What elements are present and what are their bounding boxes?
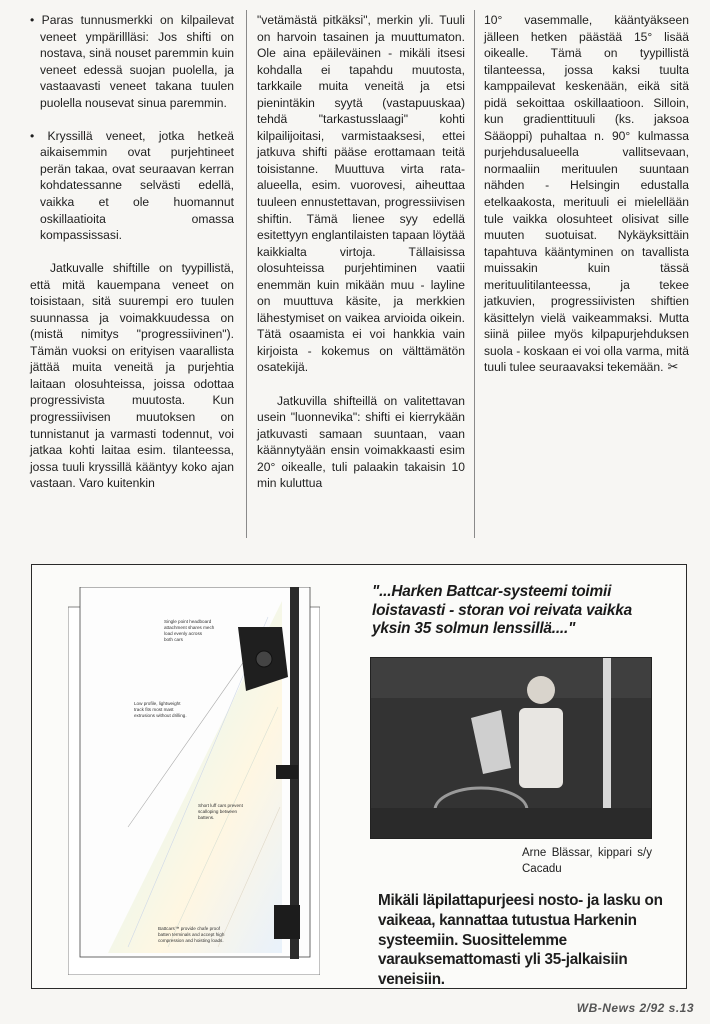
paragraph-shifts: Jatkuvilla shifteillä on valitettavan usein "luonnevika": shifti ei kierrykään jatkuvasti samaan suuntaan, vaan käännytyään ensin voimakkaasti esim 20° oikealle, tuli palaakin takaisin 10 min kuluttua (257, 393, 465, 491)
bullet-paragraph-2: • Kryssillä veneet, jotka hetkeä aikaisemmin ovat purjehtineet perän takaa, ovat seuraavan kerran kohdatessanne selvästi edellä, vaikka et ole huomannut oskillaatioita omassa kompassissasi. (30, 128, 234, 243)
note-luff-2: scalloping between (198, 809, 238, 814)
skipper-photo-art (371, 658, 651, 838)
page-footer: WB-News 2/92 s.13 (576, 1001, 694, 1015)
note-headboard-1: Single point headboard (164, 619, 212, 624)
photo-skipper-head (527, 676, 555, 704)
bullet-paragraph-1: • Paras tunnusmerkki on kilpailevat veneet ympärillläsi: Jos shifti on nostava, sinä nouset paremmin kuin veneet edessä suojan puolella, ja vastaavasti veneet takana tuulen puolella nousevat sinua paremmin. (30, 13, 234, 110)
skipper-photo (370, 657, 652, 839)
column-divider-2 (474, 10, 475, 538)
note-track-1: Low profile, lightweight (134, 701, 181, 706)
scissors-icon: ✂ (667, 359, 679, 375)
harken-advertisement (31, 564, 687, 989)
ad-body-text: Mikäli läpilattapurjeesi nosto- ja lasku on vaikeaa, kannattaa tutustua Harkenin systeemiin. Suosittelemme varauksemattomasti yli 35-jalkaisiin veneisiin. (378, 892, 663, 989)
note-battcar-2: batten terminals and accept high (158, 932, 225, 937)
battcar-diagram (68, 587, 320, 975)
photo-deck (371, 808, 651, 838)
article-column-3 (484, 12, 689, 393)
article-column-2 (257, 12, 465, 508)
battcar-mid (276, 765, 298, 779)
note-headboard-4: both cars (164, 637, 183, 642)
note-track-3: extrusions without drilling. (134, 713, 187, 718)
note-battcar-3: compression and hoisting loads. (158, 938, 224, 943)
note-battcar-1: Battcars™ provide chafe proof (158, 926, 221, 931)
bullet-1-text: Paras tunnusmerkki on kilpailevat veneet ympärillläsi: Jos shifti on nostava, sinä nouset paremmin kuin veneet edessä suojan puolella, ja vastaavasti veneet takana tuulen puolella nousevat sinua paremmin. (40, 13, 234, 110)
note-luff-1: Short luff cars prevent (198, 803, 243, 808)
paragraph-wind-text: 10° vasemmalle, kääntyäkseen jälleen hetken päästää 15° lisää oikealle. Tämä on tyypillistä tilanteessa, jossa kaksi tuulta kamppailevat keskenään, eikä sitä pidä sekoittaa oskillaatioon. Silloin, kun gradienttituuli (ks. jaksoa Sääoppi) puhaltaa n. 90° kulmassa purjehdusalueella vallitsevaan, normaaliin merituulen suuntaan nähden - Helsingin edustalla etelkaakosta, merituuli ei mielellään tule vaikka olosuhteet olisivat sille muuten suotuisat. Nykäyksittäin tapahtuva kääntyminen on tavallista muissakin kuin tässä merituulitilanteessa, ja tekee jatkuvien, progressiivisten shiftien käsittelyn vielä vaikeammaksi. Mutta siinä piilee myös kilpapurjehduksen suola - koskaan ei voi olla varma, mitä tuuli tulee seuraavaksi tekemään. (484, 13, 690, 375)
column-divider-1 (246, 10, 247, 538)
battcar-bottom (274, 905, 300, 939)
paragraph-wind (484, 12, 689, 376)
photo-skipper-body (519, 708, 563, 788)
note-track-2: track fits most mast (134, 707, 174, 712)
photo-caption: Arne Blässar, kippari s/y Cacadu (522, 847, 652, 875)
paragraph-overlay: "vetämästä pitkäksi", merkin yli. Tuuli on harvoin tasainen ja muuttumaton. Ole aina epäileväinen - mikäli itsesi kohdalla ei tapahdu muutosta, tarkkaile muita veneitä ja etsi pienintäkin syytä (vastapuuskaa) tehdä "tarkastusslaagi" kohti kilpailijoitasi, varmistaaksesi, ettei jatkuva shifti pääse erottamaan teitä toisistanne. Muuttuva virta rata-alueella, esim. vuorovesi, aiheuttaa tuuleen ennustettavan, progressiivisen shiftin. Tämä lienee syy edellä esitettyyn englantilaisten tapaan löytää kaikkialta virtoja. Tällaisissa olosuhteissa purjehtiminen vaatii enemmän kuin mikään muu - layline on muuttuva käsite, ja merkkien lähestymiset on vaikea arvioida oikein. Tätä osaamista ei voi hankkia vain kirjoista - kokemus on välttämätön osatekijä. (257, 13, 465, 375)
headboard-pulley (256, 651, 272, 667)
note-headboard-3: load evenly across (164, 631, 203, 636)
testimonial-quote: "...Harken Battcar-systeemi toimii loistavasti - storan voi reivata vaikka yksin 35 solmun lenssillä...." (372, 583, 632, 637)
bullet-2-text: Kryssillä veneet, jotka hetkeä aikaisemmin ovat purjehtineet perän takaa, ovat seuraavan kerran kohdatessanne selvästi edellä, vaikka et ole huomannut oskillaatioita omassa kompassissasi. (40, 128, 234, 243)
article-column-1 (30, 12, 234, 508)
note-headboard-2: attachment shares mech (164, 625, 215, 630)
note-luff-3: battens. (198, 815, 215, 820)
paragraph-progressive: Jatkuvalle shiftille on tyypillistä, että mitä kauempana veneet on toisistaan, sitä suurempi ero tuulen suunnassa ja voimakkuudessa on (mistä nimitys "progressiivinen"). Tämän vuoksi on erityisen vaarallista jättää muita veneitä ja purjehtia laitaan olosuhteissa, joissa odottaa progressivista muutosta. Kun progressiivisen muutoksen on tunnistanut ja varmasti todennut, voi jatkaa kohti laitaa esim. tilanteessa, jossa tuuli kryssillä kääntyy koko ajan vastaan. Varo kuitenkin (30, 261, 234, 491)
